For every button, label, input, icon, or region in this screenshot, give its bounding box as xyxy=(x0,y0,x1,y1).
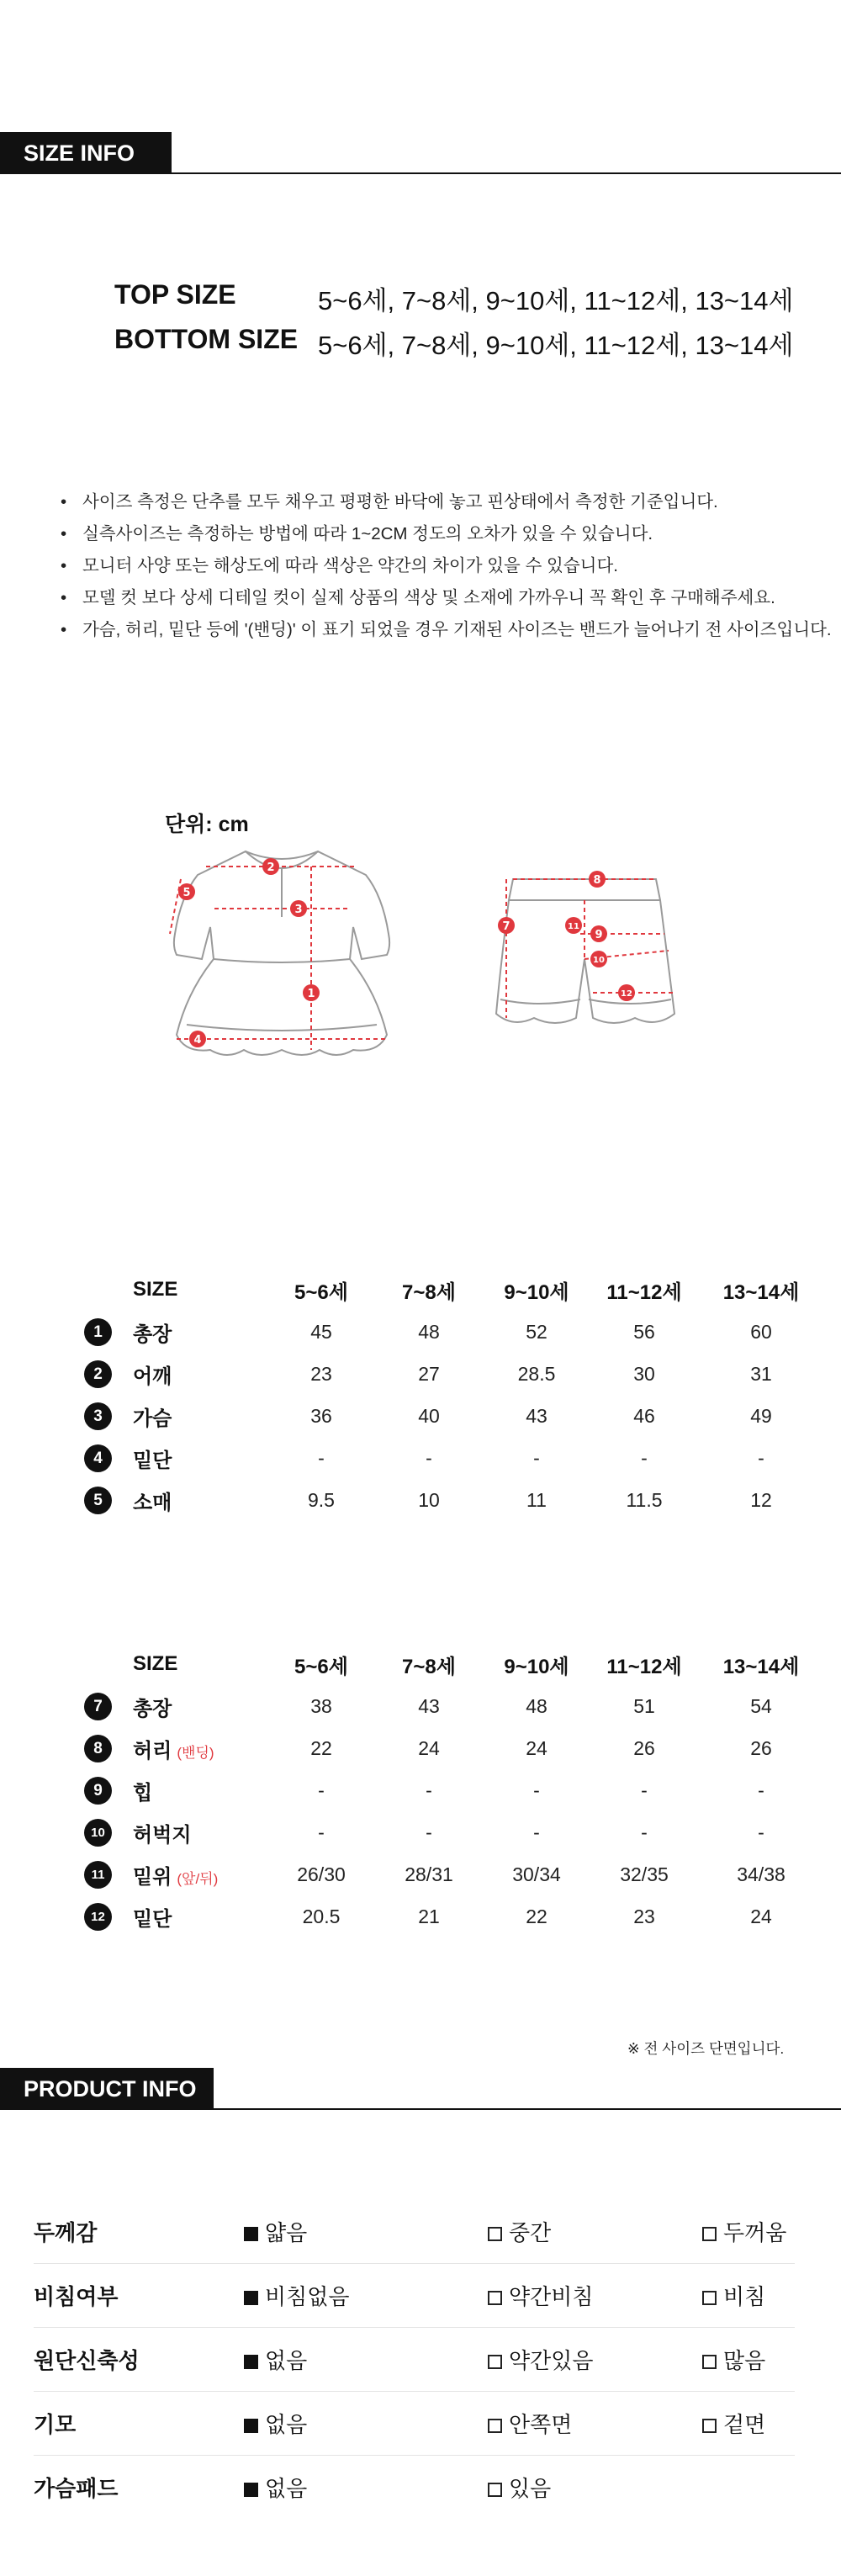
table-cell: 22 xyxy=(526,1905,547,1927)
table-cell: 27 xyxy=(418,1362,440,1385)
table-cell: 43 xyxy=(526,1404,547,1427)
table-row xyxy=(84,1727,824,1769)
checkbox-unchecked xyxy=(488,2355,502,2369)
table-row xyxy=(84,1853,824,1895)
table-cell: - xyxy=(533,1446,540,1469)
table-cell: - xyxy=(641,1821,648,1843)
col-header: 7~8세 xyxy=(402,1655,456,1678)
checkbox-unchecked xyxy=(702,2227,717,2241)
marker-4-label: 4 xyxy=(193,1034,202,1047)
checkbox-unchecked xyxy=(702,2291,717,2305)
row-number-badge: 5 xyxy=(84,1487,112,1514)
table-cell: - xyxy=(758,1821,764,1843)
product-attr-label: 가슴패드 xyxy=(34,2476,119,2501)
table-cell: 32/35 xyxy=(620,1863,669,1885)
table-cell: 28.5 xyxy=(517,1362,556,1385)
table-cell: 52 xyxy=(526,1320,547,1343)
dress-outline xyxy=(174,851,389,1055)
marker-1-label: 1 xyxy=(307,988,315,1000)
table-cell: 22 xyxy=(310,1736,332,1759)
table-cell: 48 xyxy=(418,1320,440,1343)
row-number-badge: 11 xyxy=(84,1861,112,1889)
col-header: 13~14세 xyxy=(722,1655,800,1678)
top-size-label: TOP SIZE xyxy=(114,279,236,310)
row-label xyxy=(133,1895,267,1937)
row-label xyxy=(133,1853,267,1895)
row-label-text: 밑위 xyxy=(133,1865,172,1889)
product-attr-label: 원단신축성 xyxy=(34,2328,244,2392)
product-info-row xyxy=(34,2328,795,2392)
col-header: 9~10세 xyxy=(504,1280,569,1304)
table-cell: 43 xyxy=(418,1694,440,1717)
option-item xyxy=(244,2392,488,2456)
option-item xyxy=(244,2264,488,2328)
product-attr-label: 기모 xyxy=(34,2392,244,2456)
table-row xyxy=(84,1479,824,1521)
row-number-badge: 3 xyxy=(84,1402,112,1430)
table-cell: - xyxy=(758,1446,764,1469)
note-item: • 사이즈 측정은 단추를 모두 채우고 평평한 바닥에 놓고 핀상태에서 측정한 기준입니다. xyxy=(59,486,832,518)
checkbox-unchecked xyxy=(488,2483,502,2497)
table-cell: 28/31 xyxy=(405,1863,453,1885)
marker-9-label: 9 xyxy=(595,929,603,941)
product-info-header xyxy=(0,2068,841,2110)
row-label-text: 밑단 xyxy=(133,1907,172,1931)
row-number-badge: 10 xyxy=(84,1819,112,1847)
table-cell: 23 xyxy=(310,1362,332,1385)
option-item xyxy=(488,2392,702,2456)
table-cell: 31 xyxy=(750,1362,772,1385)
unit-label: 단위: cm xyxy=(165,813,249,836)
note-item: • 실측사이즈는 측정하는 방법에 따라 1~2CM 정도의 오차가 있을 수 있습니다. xyxy=(59,518,832,550)
option-label: 겉면 xyxy=(723,2412,766,2437)
col-header: 5~6세 xyxy=(294,1655,348,1678)
table-cell: - xyxy=(641,1446,648,1469)
table-cell: 48 xyxy=(526,1694,547,1717)
table-cell: 26 xyxy=(633,1736,655,1759)
top-measurement-diagram xyxy=(151,833,412,1077)
row-label-sub: (앞/뒤) xyxy=(177,1870,219,1887)
option-label: 두꺼움 xyxy=(723,2220,787,2245)
size-note: ※ 전 사이즈 단면입니다. xyxy=(627,2040,785,2057)
marker-11-label: 11 xyxy=(568,922,579,931)
checkbox-checked xyxy=(244,2291,258,2305)
row-label-text: 총장 xyxy=(133,1697,172,1720)
option-item xyxy=(702,2328,795,2392)
option-item xyxy=(488,2456,702,2520)
table-cell: - xyxy=(533,1821,540,1843)
table-cell: - xyxy=(758,1778,764,1801)
col-header: 7~8세 xyxy=(402,1280,456,1304)
checkbox-checked xyxy=(244,2355,258,2369)
table-cell: 49 xyxy=(750,1404,772,1427)
table-cell: 60 xyxy=(750,1320,772,1343)
checkbox-checked xyxy=(244,2483,258,2497)
row-label: 소매 xyxy=(133,1491,172,1514)
table-cell: 46 xyxy=(633,1404,655,1427)
table-cell: - xyxy=(426,1821,432,1843)
option-item xyxy=(488,2264,702,2328)
option-label: 안쪽면 xyxy=(509,2412,573,2437)
top-size-table xyxy=(84,1269,824,1521)
product-info-row xyxy=(34,2264,795,2328)
table-row xyxy=(84,1811,824,1853)
table-cell: 30/34 xyxy=(512,1863,561,1885)
product-info-table xyxy=(34,2200,795,2519)
size-notes xyxy=(59,486,832,646)
table-cell: 45 xyxy=(310,1320,332,1343)
checkbox-checked xyxy=(244,2227,258,2241)
size-info-title: SIZE INFO xyxy=(0,132,172,174)
table-cell: 24 xyxy=(418,1736,440,1759)
checkbox-unchecked xyxy=(488,2419,502,2433)
table-row xyxy=(84,1685,824,1727)
table-cell: 24 xyxy=(750,1905,772,1927)
col-header: 5~6세 xyxy=(294,1280,348,1304)
option-label: 약간비침 xyxy=(509,2284,594,2309)
table-cell: 56 xyxy=(633,1320,655,1343)
marker-12-label: 12 xyxy=(621,989,632,999)
option-item xyxy=(702,2200,795,2264)
option-item xyxy=(244,2456,488,2520)
table-row xyxy=(84,1769,824,1811)
row-label xyxy=(133,1811,267,1853)
row-number-badge: 9 xyxy=(84,1777,112,1805)
table-header-row xyxy=(84,1269,824,1311)
option-item xyxy=(488,2200,702,2264)
product-attr-label: 비침여부 xyxy=(34,2264,244,2328)
table-cell: 38 xyxy=(310,1694,332,1717)
table-cell: 40 xyxy=(418,1404,440,1427)
table-cell: 30 xyxy=(633,1362,655,1385)
option-item xyxy=(244,2200,488,2264)
table-cell: 9.5 xyxy=(308,1488,335,1511)
table-cell: - xyxy=(533,1778,540,1801)
row-label: 총장 xyxy=(133,1322,172,1346)
row-label xyxy=(133,1727,267,1769)
col-header: 13~14세 xyxy=(722,1280,800,1304)
table-cell: 11 xyxy=(526,1488,547,1511)
option-label: 비침없음 xyxy=(265,2284,350,2309)
note-item: • 가슴, 허리, 밑단 등에 '(밴딩)' 이 표기 되었을 경우 기재된 사이즈는 밴드가 늘어나기 전 사이즈입니다. xyxy=(59,614,832,646)
option-label: 얇음 xyxy=(265,2220,308,2245)
option-item xyxy=(702,2392,795,2456)
option-label: 약간있음 xyxy=(509,2348,594,2373)
bottom-size-table xyxy=(84,1643,824,1937)
size-col-header: SIZE xyxy=(133,1652,178,1675)
option-label: 없음 xyxy=(265,2348,308,2373)
row-label-text: 힙 xyxy=(133,1781,153,1805)
col-header: 11~12세 xyxy=(606,1280,682,1304)
table-cell: 20.5 xyxy=(302,1905,341,1927)
option-label: 없음 xyxy=(265,2476,308,2501)
table-row xyxy=(84,1353,824,1395)
row-number-badge: 7 xyxy=(84,1693,112,1720)
table-header-row xyxy=(84,1643,824,1685)
dress-markers xyxy=(178,858,320,1047)
row-number-badge: 2 xyxy=(84,1360,112,1388)
option-label: 있음 xyxy=(509,2476,552,2501)
table-cell: - xyxy=(426,1778,432,1801)
marker-3-label: 3 xyxy=(294,904,303,916)
product-info-row xyxy=(34,2456,795,2520)
table-cell: 10 xyxy=(418,1488,440,1511)
row-label-text: 허벅지 xyxy=(133,1823,192,1847)
shorts-markers xyxy=(498,871,635,1001)
table-cell: 26 xyxy=(750,1736,772,1759)
bottom-size-label: BOTTOM SIZE xyxy=(114,324,299,354)
col-header: 11~12세 xyxy=(606,1655,682,1678)
table-cell: 21 xyxy=(418,1905,440,1927)
table-row xyxy=(84,1311,824,1353)
table-cell: 26/30 xyxy=(297,1863,346,1885)
table-row xyxy=(84,1437,824,1479)
option-item xyxy=(702,2456,795,2520)
bottom-measurement-diagram xyxy=(488,867,681,1035)
marker-7-label: 7 xyxy=(502,920,510,933)
marker-8-label: 8 xyxy=(593,874,601,887)
size-col-header: SIZE xyxy=(133,1278,178,1301)
checkbox-checked xyxy=(244,2419,258,2433)
top-size-values: 5~6세, 7~8세, 9~10세, 11~12세, 13~14세 xyxy=(318,286,794,315)
row-label: 밑단 xyxy=(133,1449,172,1472)
table-cell: - xyxy=(426,1446,432,1469)
size-info-header xyxy=(0,132,841,174)
table-cell: 36 xyxy=(310,1404,332,1427)
product-attr-label: 두께감 xyxy=(34,2200,244,2264)
row-label xyxy=(133,1685,267,1727)
row-number-badge: 12 xyxy=(84,1903,112,1931)
table-cell: 23 xyxy=(633,1905,655,1927)
product-info-row xyxy=(34,2200,795,2264)
checkbox-unchecked xyxy=(702,2419,717,2433)
option-label: 없음 xyxy=(265,2412,308,2437)
note-item: • 모델 컷 보다 상세 디테일 컷이 실제 상품의 색상 및 소재에 가까우니 꼭 확인 후 구매해주세요. xyxy=(59,582,832,614)
row-number-badge: 4 xyxy=(84,1444,112,1472)
row-label: 가슴 xyxy=(133,1407,172,1430)
row-number-badge: 1 xyxy=(84,1318,112,1346)
table-cell: - xyxy=(318,1446,325,1469)
table-cell: 34/38 xyxy=(737,1863,785,1885)
product-info-row xyxy=(34,2392,795,2456)
row-label-text: 허리 xyxy=(133,1739,172,1762)
table-cell: 11.5 xyxy=(626,1488,663,1511)
table-cell: - xyxy=(318,1778,325,1801)
table-cell: 51 xyxy=(633,1694,655,1717)
row-number-badge: 8 xyxy=(84,1735,112,1762)
marker-10-label: 10 xyxy=(593,956,605,965)
note-item: • 모니터 사양 또는 해상도에 따라 색상은 약간의 차이가 있을 수 있습니다. xyxy=(59,550,832,582)
row-label: 어깨 xyxy=(133,1365,172,1388)
marker-5-label: 5 xyxy=(182,887,191,899)
row-label xyxy=(133,1769,267,1811)
checkbox-unchecked xyxy=(488,2227,502,2241)
table-cell: - xyxy=(318,1821,325,1843)
checkbox-unchecked xyxy=(702,2355,717,2369)
marker-2-label: 2 xyxy=(267,861,275,874)
table-row xyxy=(84,1895,824,1937)
row-label-sub: (밴딩) xyxy=(177,1744,214,1761)
option-label: 중간 xyxy=(509,2220,552,2245)
table-cell: 24 xyxy=(526,1736,547,1759)
option-label: 비침 xyxy=(723,2284,766,2309)
bottom-size-values: 5~6세, 7~8세, 9~10세, 11~12세, 13~14세 xyxy=(318,331,794,360)
checkbox-unchecked xyxy=(488,2291,502,2305)
table-row xyxy=(84,1395,824,1437)
table-cell: 12 xyxy=(750,1488,772,1511)
option-item xyxy=(488,2328,702,2392)
option-label: 많음 xyxy=(723,2348,766,2373)
table-cell: - xyxy=(641,1778,648,1801)
product-info-title: PRODUCT INFO xyxy=(0,2068,214,2110)
option-item xyxy=(702,2264,795,2328)
col-header: 9~10세 xyxy=(504,1655,569,1678)
table-cell: 54 xyxy=(750,1694,772,1717)
option-item xyxy=(244,2328,488,2392)
